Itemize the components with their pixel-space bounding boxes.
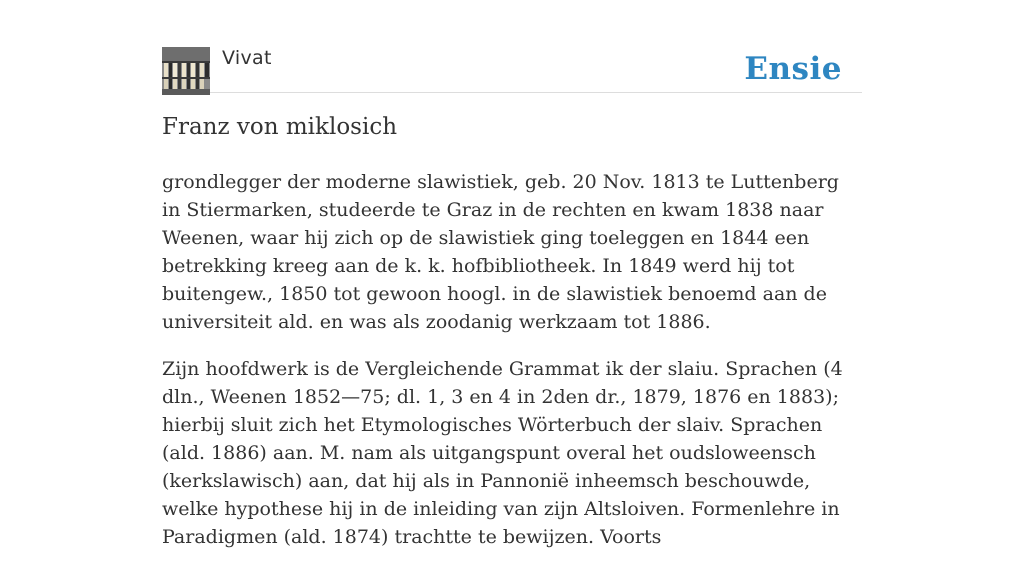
article-paragraph: Zijn hoofdwerk is de Vergleichende Grammat ik der slaiu. Sprachen (4 dln., Weenen 1852—75; dl. 1, 3 en 4 in 2den dr., 1879, 1876 en 1883); hierbij sluit zich het Etymologisches Wörterbuch der slaiv. Sprachen (ald. 1886) aan. M. nam als uitgangspunt overal het oudsloweensch (kerkslawisch) aan, dat hij als in Pannonië inheemsch beschouwde, welke hypothese hij in de inleiding van zijn Altsloiven. Formenlehre in Paradigmen (ald. 1874) trachtte te bewijzen. Voorts bbox=[162, 358, 843, 548]
page-title: Franz von miklosich bbox=[162, 114, 398, 140]
site-header bbox=[162, 45, 862, 93]
ensie-logo[interactable]: Ensie bbox=[744, 51, 842, 87]
bookshelf-avatar-icon[interactable] bbox=[162, 47, 210, 95]
source-name[interactable]: Vivat bbox=[222, 47, 272, 69]
article-paragraph: grondlegger der moderne slawistiek, geb. 20 Nov. 1813 te Luttenberg in Stiermarken, studeerde te Graz in de rechten en kwam 1838 naar Weenen, waar hij zich op de slawistiek ging toeleggen en 1844 een betrekking kreeg aan de k. k. hofbibliotheek. In 1849 werd hij tot buitengew., 1850 tot gewoon hoogl. in de slawistiek benoemd aan de universiteit ald. en was als zoodanig werkzaam tot 1886. bbox=[162, 171, 839, 333]
article-body bbox=[162, 168, 862, 570]
